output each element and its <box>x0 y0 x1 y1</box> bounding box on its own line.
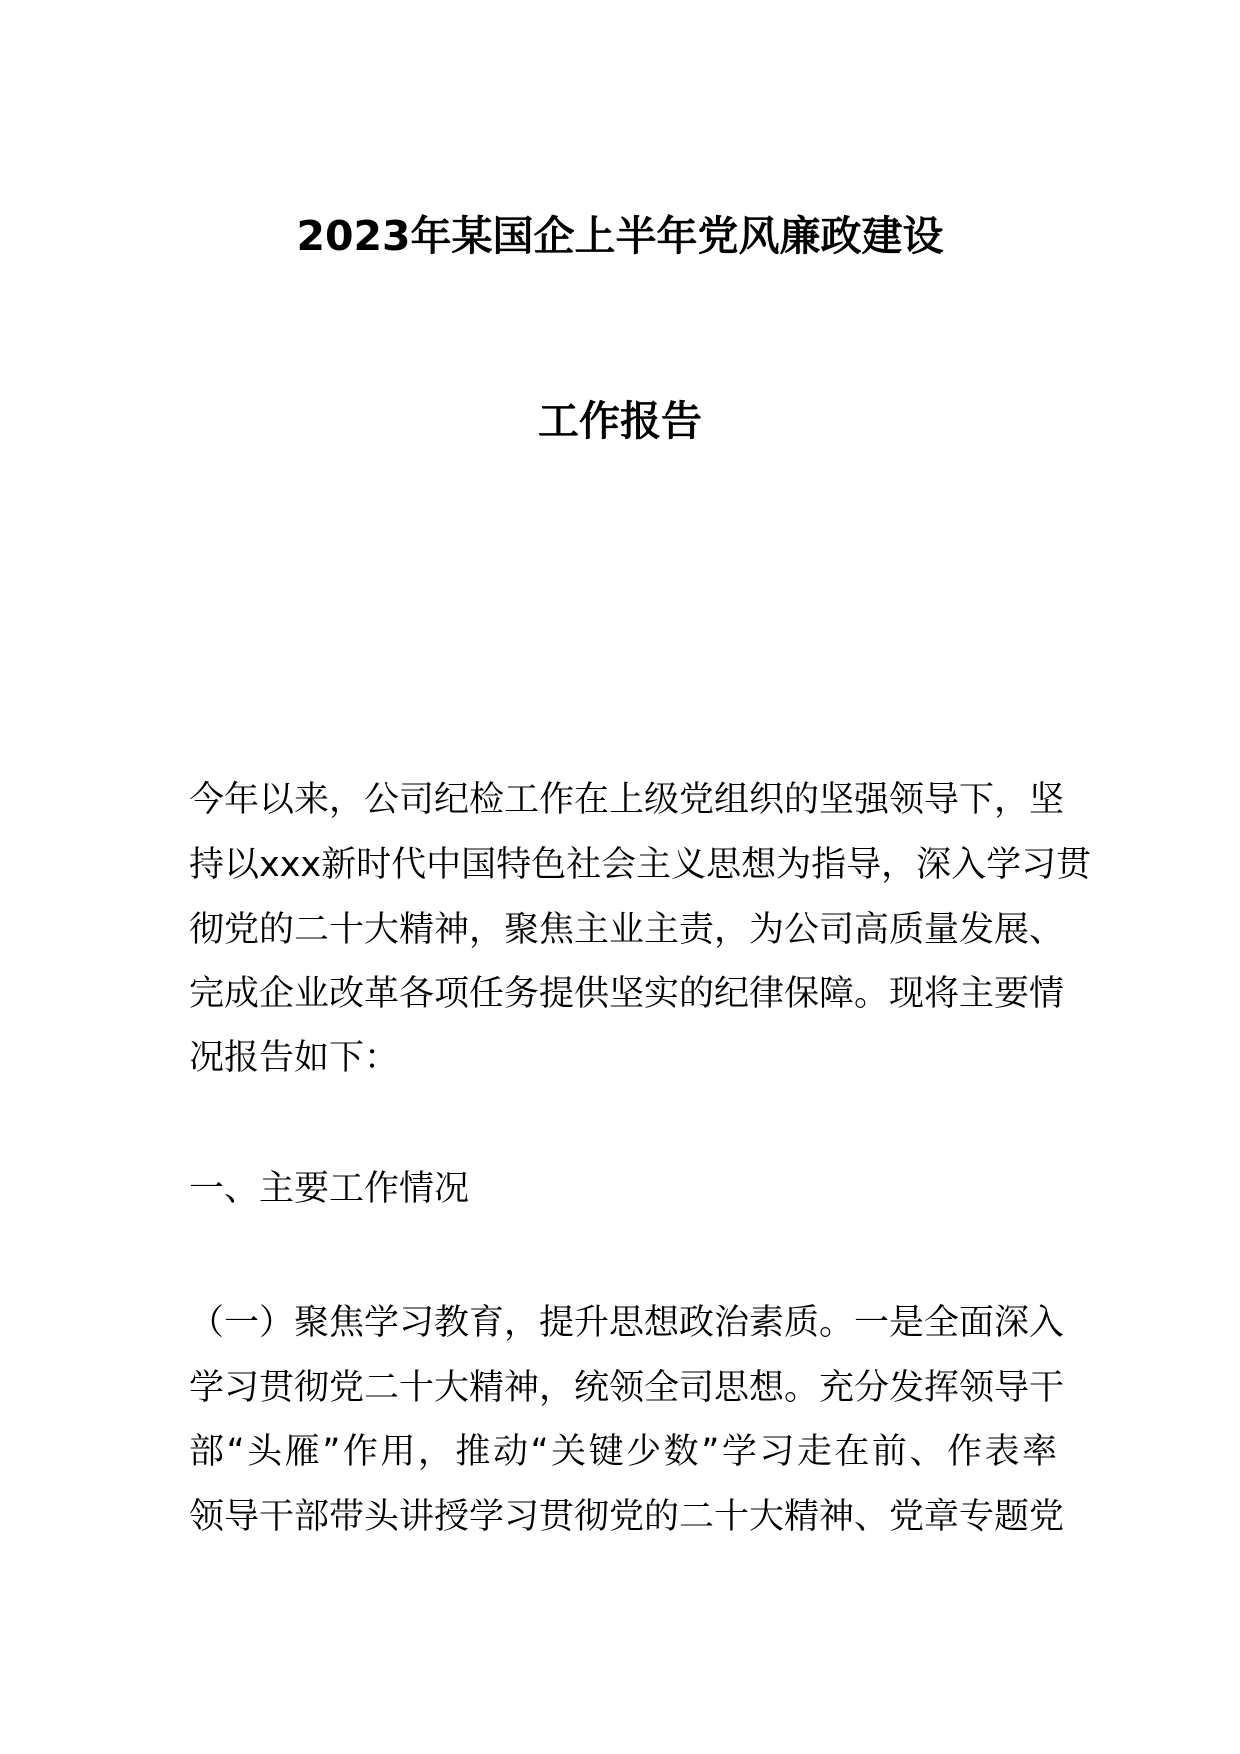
paragraph-line: 完成企业改革各项任务提供坚实的纪律保障。现将主要情 <box>189 974 1065 1014</box>
paragraph-line: 彻党的二十大精神，聚焦主业主责，为公司高质量发展、 <box>189 910 1065 950</box>
section-heading: 一、主要工作情况 <box>189 1169 470 1209</box>
document-title-line-2: 工作报告 <box>538 397 702 445</box>
paragraph-line: （一）聚焦学习教育，提升思想政治素质。一是全面深入 <box>189 1303 1065 1343</box>
paragraph-line: 部“头雁”作用，推动“关键少数”学习走在前、作表率 <box>189 1432 1057 1472</box>
paragraph-line: 况报告如下： <box>189 1038 400 1078</box>
document-title-line-1: 2023年某国企上半年党风廉政建设 <box>296 212 944 260</box>
paragraph-line: 今年以来，公司纪检工作在上级党组织的坚强领导下，坚 <box>189 780 1065 820</box>
paragraph-line: 学习贯彻党二十大精神，统领全司思想。充分发挥领导干 <box>189 1368 1065 1408</box>
paragraph-line: 持以xxx新时代中国特色社会主义思想为指导，深入学习贯 <box>189 845 1092 885</box>
paragraph-line: 领导干部带头讲授学习贯彻党的二十大精神、党章专题党 <box>189 1497 1065 1537</box>
